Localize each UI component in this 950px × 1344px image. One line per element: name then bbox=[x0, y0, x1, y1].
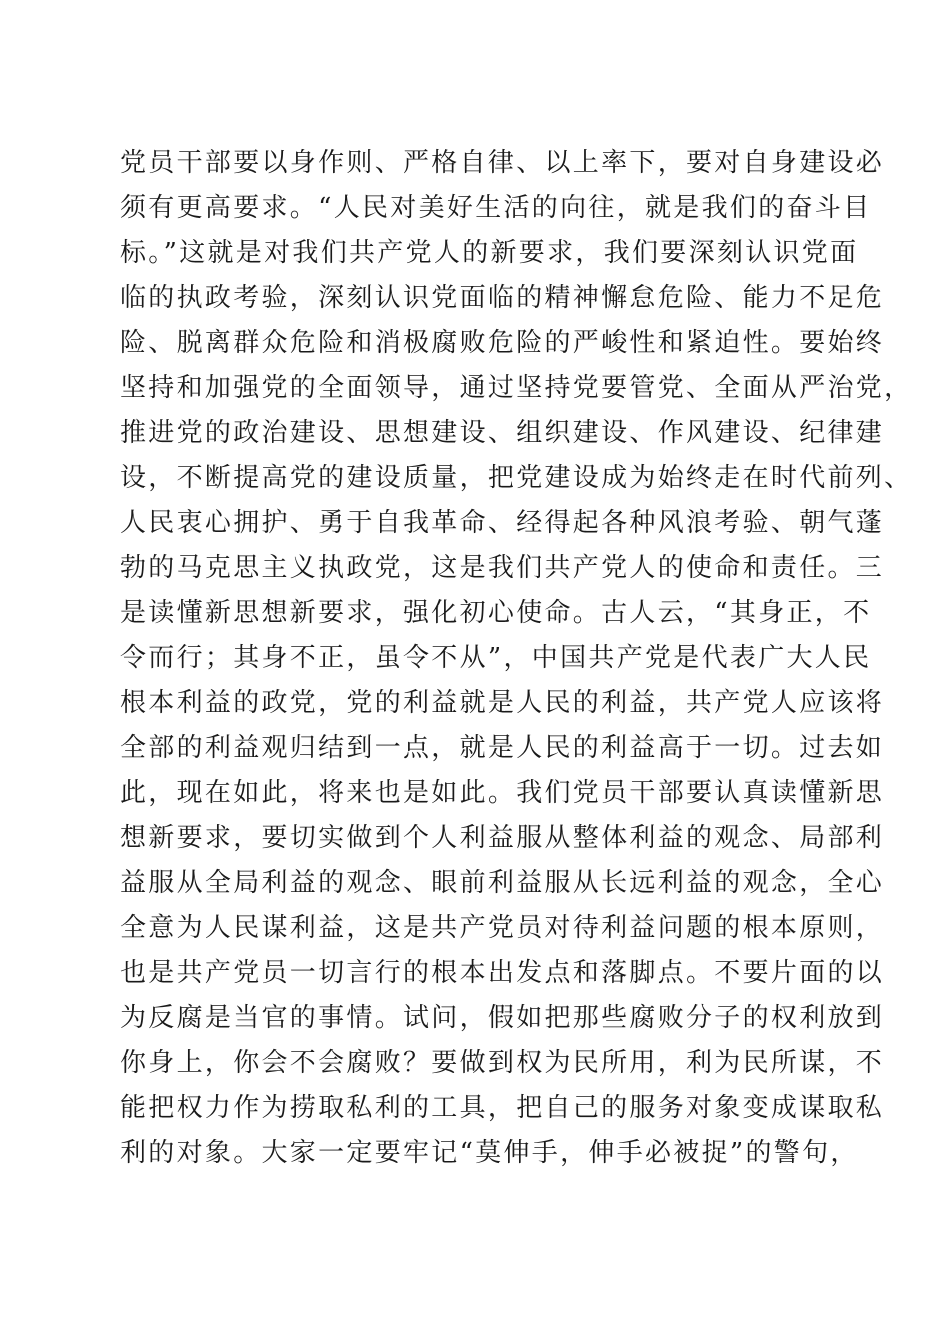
text-line: 标。”这就是对我们共产党人的新要求，我们要深刻认识党面 bbox=[120, 238, 859, 268]
text-line: 是读懂新思想新要求，强化初心使命。古人云，“其身正，不 bbox=[120, 598, 872, 628]
text-line: 利的对象。大家一定要牢记“莫伸手，伸手必被捉”的警句， bbox=[120, 1138, 859, 1168]
text-line: 根本利益的政党，党的利益就是人民的利益，共产党人应该将 bbox=[120, 688, 885, 718]
text-line: 此，现在如此，将来也是如此。我们党员干部要认真读懂新思 bbox=[120, 778, 885, 808]
text-line: 推进党的政治建设、思想建设、组织建设、作风建设、纪律建 bbox=[120, 418, 885, 448]
text-line: 能把权力作为捞取私利的工具，把自己的服务对象变成谋取私 bbox=[120, 1093, 885, 1123]
text-line: 临的执政考验，深刻认识党面临的精神懈怠危险、能力不足危 bbox=[120, 283, 885, 313]
text-line: 险、脱离群众危险和消极腐败危险的严峻性和紧迫性。要始终 bbox=[120, 328, 885, 358]
text-line: 全意为人民谋利益，这是共产党员对待利益问题的根本原则， bbox=[120, 913, 885, 943]
text-line: 你身上，你会不会腐败？要做到权为民所用，利为民所谋，不 bbox=[120, 1048, 885, 1078]
text-line: 党员干部要以身作则、严格自律、以上率下，要对自身建设必 bbox=[120, 148, 885, 178]
text-line: 益服从全局利益的观念、眼前利益服从长远利益的观念，全心 bbox=[120, 868, 885, 898]
text-line: 全部的利益观归结到一点，就是人民的利益高于一切。过去如 bbox=[120, 733, 885, 763]
text-line: 勃的马克思主义执政党，这是我们共产党人的使命和责任。三 bbox=[120, 553, 885, 583]
body-text bbox=[120, 141, 913, 1176]
text-line: 令而行；其身不正，虽令不从”，中国共产党是代表广大人民 bbox=[120, 643, 872, 673]
text-line: 须有更高要求。“人民对美好生活的向往，就是我们的奋斗目 bbox=[120, 193, 872, 223]
text-line: 想新要求，要切实做到个人利益服从整体利益的观念、局部利 bbox=[120, 823, 885, 853]
text-line: 人民衷心拥护、勇于自我革命、经得起各种风浪考验、朝气蓬 bbox=[120, 508, 885, 538]
text-line: 设，不断提高党的建设质量，把党建设成为始终走在时代前列、 bbox=[120, 463, 913, 493]
text-line: 为反腐是当官的事情。试问，假如把那些腐败分子的权利放到 bbox=[120, 1003, 885, 1033]
text-line: 坚持和加强党的全面领导，通过坚持党要管党、全面从严治党， bbox=[120, 373, 913, 403]
text-line: 也是共产党员一切言行的根本出发点和落脚点。不要片面的以 bbox=[120, 958, 885, 988]
